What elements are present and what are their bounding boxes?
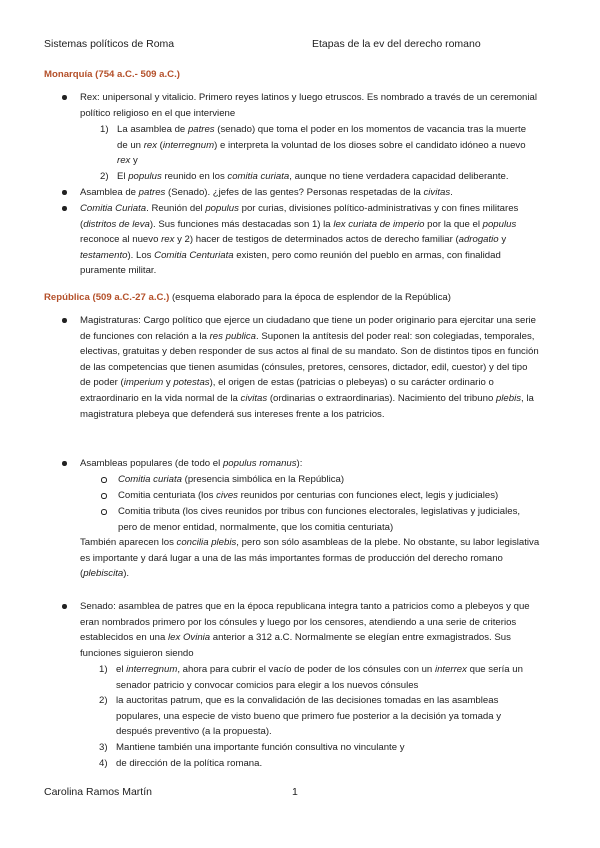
bullet-rex — [80, 90, 540, 121]
rex-item-2: 2) El populus reunido en los comitia curiata, aunque no tiene verdadera capacidad deliberante. — [117, 169, 537, 185]
section-title-republica: República (509 a.C.-27 a.C.) (esquema elaborado para la época de esplendor de la República) — [44, 292, 451, 303]
footer-page-number: 1 — [292, 786, 298, 798]
senado-item-3: 3) Mantiene también una importante función consultiva no vinculante y — [116, 740, 536, 756]
asambleas-sub-item-1: Comitia curiata (presencia simbólica en la República) — [118, 472, 540, 488]
bullet-senado: Senado: asamblea de patres que en la época republicana integra tanto a patricios como a plebeyos y que eran nombrados primero por los cónsules y luego por los censores, atendiendo a una serie de criterios establecidos en una lex Ovinia anterior a 312 a.C. Normalmente se elegían entre exmagistrados. Sus funciones siguieron siendo — [80, 599, 540, 661]
senado-item-3-number: 3) — [99, 742, 108, 753]
concilia-plebis-paragraph: También aparecen los concilia plebis, pero son sólo asambleas de la plebe. No obstante, su labor legislativa es importante y dará lugar a una de las más importantes formas de producción del derecho romano (plebiscita). — [80, 537, 540, 580]
senado-item-4: 4) de dirección de la política romana. — [116, 756, 536, 772]
footer-author: Carolina Ramos Martín — [44, 786, 152, 798]
senado-item-1-number: 1) — [99, 664, 108, 675]
senado-item-4-number: 4) — [99, 758, 108, 769]
bullet-asambleas-populares: Asambleas populares (de todo el populus romanus): — [80, 456, 540, 472]
rex-item-1-number: 1) — [100, 124, 109, 135]
senado-item-2-number: 2) — [99, 695, 108, 706]
bullet-comitia-curiata: Comitia Curiata. Reunión del populus por curias, divisiones político-administrativas y con fines militares (distritos de leva). Sus funciones más destacadas son 1) la lex curiata de imperio por la que el populus reconoce al nuevo rex y 2) hacer de testigos de determinados actos de derecho familiar (adrogatio y testamento). Los Comitia Centuriata existen, pero como reunión del pueblo en armas, con finalidad puramente militar. — [80, 201, 540, 279]
asambleas-sub-item-2: Comitia centuriata (los cives reunidos por centurias con funciones elect, legis y judiciales) — [118, 488, 540, 504]
rex-text: Rex: unipersonal y vitalicio. Primero reyes latinos y luego etruscos. Es nombrado a través de un ceremonial político religioso en el que interviene — [80, 92, 537, 119]
header-course-title: Sistemas políticos de Roma — [44, 38, 175, 50]
senado-item-2: 2) la auctoritas patrum, que es la convalidación de las decisiones tomadas en las asambleas populares, una especie de visto bueno que primero fue posterior a la decisión ya tomada y después preventivo (a la propuesta). — [99, 695, 502, 738]
section-note-republica: (esquema elaborado para la época de esplendor de la República) — [169, 292, 451, 303]
senado-item-1: 1) el interregnum, ahora para cubrir el vacío de poder de los cónsules con un interrex que sería un senador patricio y convocar comicios para elegir a los nuevos cónsules — [99, 664, 523, 691]
section-title-monarquia: Monarquía (754 a.C.- 509 a.C.) — [44, 69, 180, 80]
rex-item-2-number: 2) — [100, 171, 109, 182]
asambleas-sub-item-3: Comitia tributa (los cives reunidos por tribus con funciones electorales, legislativas y judiciales, pero de menor entidad, normalmente, que los comitia centuriata) — [118, 504, 540, 535]
rex-item-1: 1) La asamblea de patres (senado) que toma el poder en los momentos de vacancia tras la muerte de un rex (interregnum) e interpreta la voluntad de los dioses sobre el candidato idóneo a nuevo rex y — [100, 124, 527, 167]
header-topic-title: Etapas de la ev del derecho romano — [312, 38, 481, 50]
bullet-magistraturas: Magistraturas: Cargo político que ejerce un ciudadano que tiene un poder originario para ejercitar una serie de funciones con relación a la res publica. Suponen la antítesis del poder real: son colegiadas, temporales, electivas, gratuitas y deben responder de sus actos al final de su mandato. Son de distintos tipos en función de las competencias que tienen asumidas (cónsules, pretores, censores, dictador, edil, cuestor) y del tipo de poder (imperium y potestas), el origen de estas (patricias o plebeyas) o su carácter ordinario o extraordinario en la vida normal de la civitas (ordinarias o extraordinarias). Nacimiento del tribuno plebis, la magistratura plebeya que defenderá sus intereses frente a los patricios. — [80, 313, 540, 422]
bullet-asamblea-patres: Asamblea de patres (Senado). ¿jefes de las gentes? Personas respetadas de la civitas. — [80, 185, 540, 201]
